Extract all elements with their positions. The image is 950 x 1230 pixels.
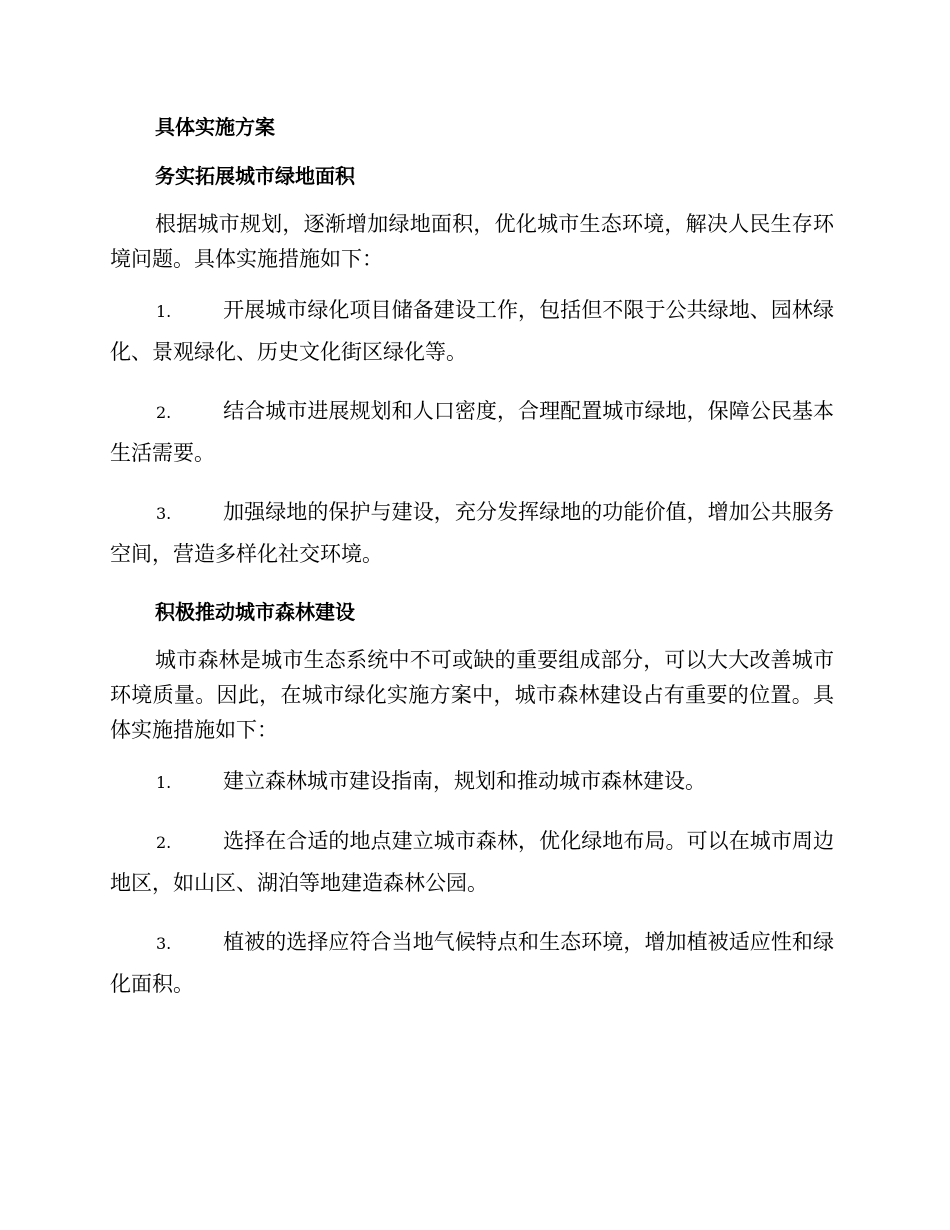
list-item (110, 492, 834, 575)
document-page (110, 108, 834, 1023)
list-item-text: 加强绿地的保护与建设，充分发挥绿地的功能价值，增加公共服务空间，营造多样化社交环境。 (110, 500, 834, 566)
list-item-number: 3. (156, 934, 172, 953)
list-item-number: 2. (156, 403, 172, 422)
list-item-text: 开展城市绿化项目储备建设工作，包括但不限于公共绿地、园林绿化、景观绿化、历史文化街区绿化等。 (110, 298, 834, 364)
list-item (110, 290, 834, 373)
list-item-text: 建立森林城市建设指南，规划和推动城市森林建设。 (223, 769, 706, 793)
section-heading-green-space: 务实拓展城市绿地面积 (155, 164, 355, 188)
list-item (110, 761, 834, 803)
list-item-number: 2. (156, 833, 172, 852)
list-item-text: 结合城市进展规划和人口密度，合理配置城市绿地，保障公民基本生活需要。 (110, 399, 834, 465)
list-item-number: 1. (156, 302, 172, 321)
list-item-text: 植被的选择应符合当地气候特点和生态环境，增加植被适应性和绿化面积。 (110, 930, 834, 996)
list-item-number: 3. (156, 504, 172, 523)
section-intro-urban-forest: 城市森林是城市生态系统中不可或缺的重要组成部分，可以大大改善城市环境质量。因此，在城市绿化实施方案中，城市森林建设占有重要的位置。具体实施措施如下： (110, 648, 834, 742)
list-item-text: 选择在合适的地点建立城市森林，优化绿地布局。可以在城市周边地区，如山区、湖泊等地建造森林公园。 (110, 829, 834, 895)
list-item (110, 922, 834, 1005)
section-heading-urban-forest: 积极推动城市森林建设 (155, 600, 355, 624)
document-title: 具体实施方案 (155, 115, 275, 139)
list-item (110, 391, 834, 474)
list-item (110, 821, 834, 904)
list-item-number: 1. (156, 773, 172, 792)
section-intro-green-space: 根据城市规划，逐渐增加绿地面积，优化城市生态环境，解决人民生存环境问题。具体实施措施如下： (110, 212, 834, 271)
